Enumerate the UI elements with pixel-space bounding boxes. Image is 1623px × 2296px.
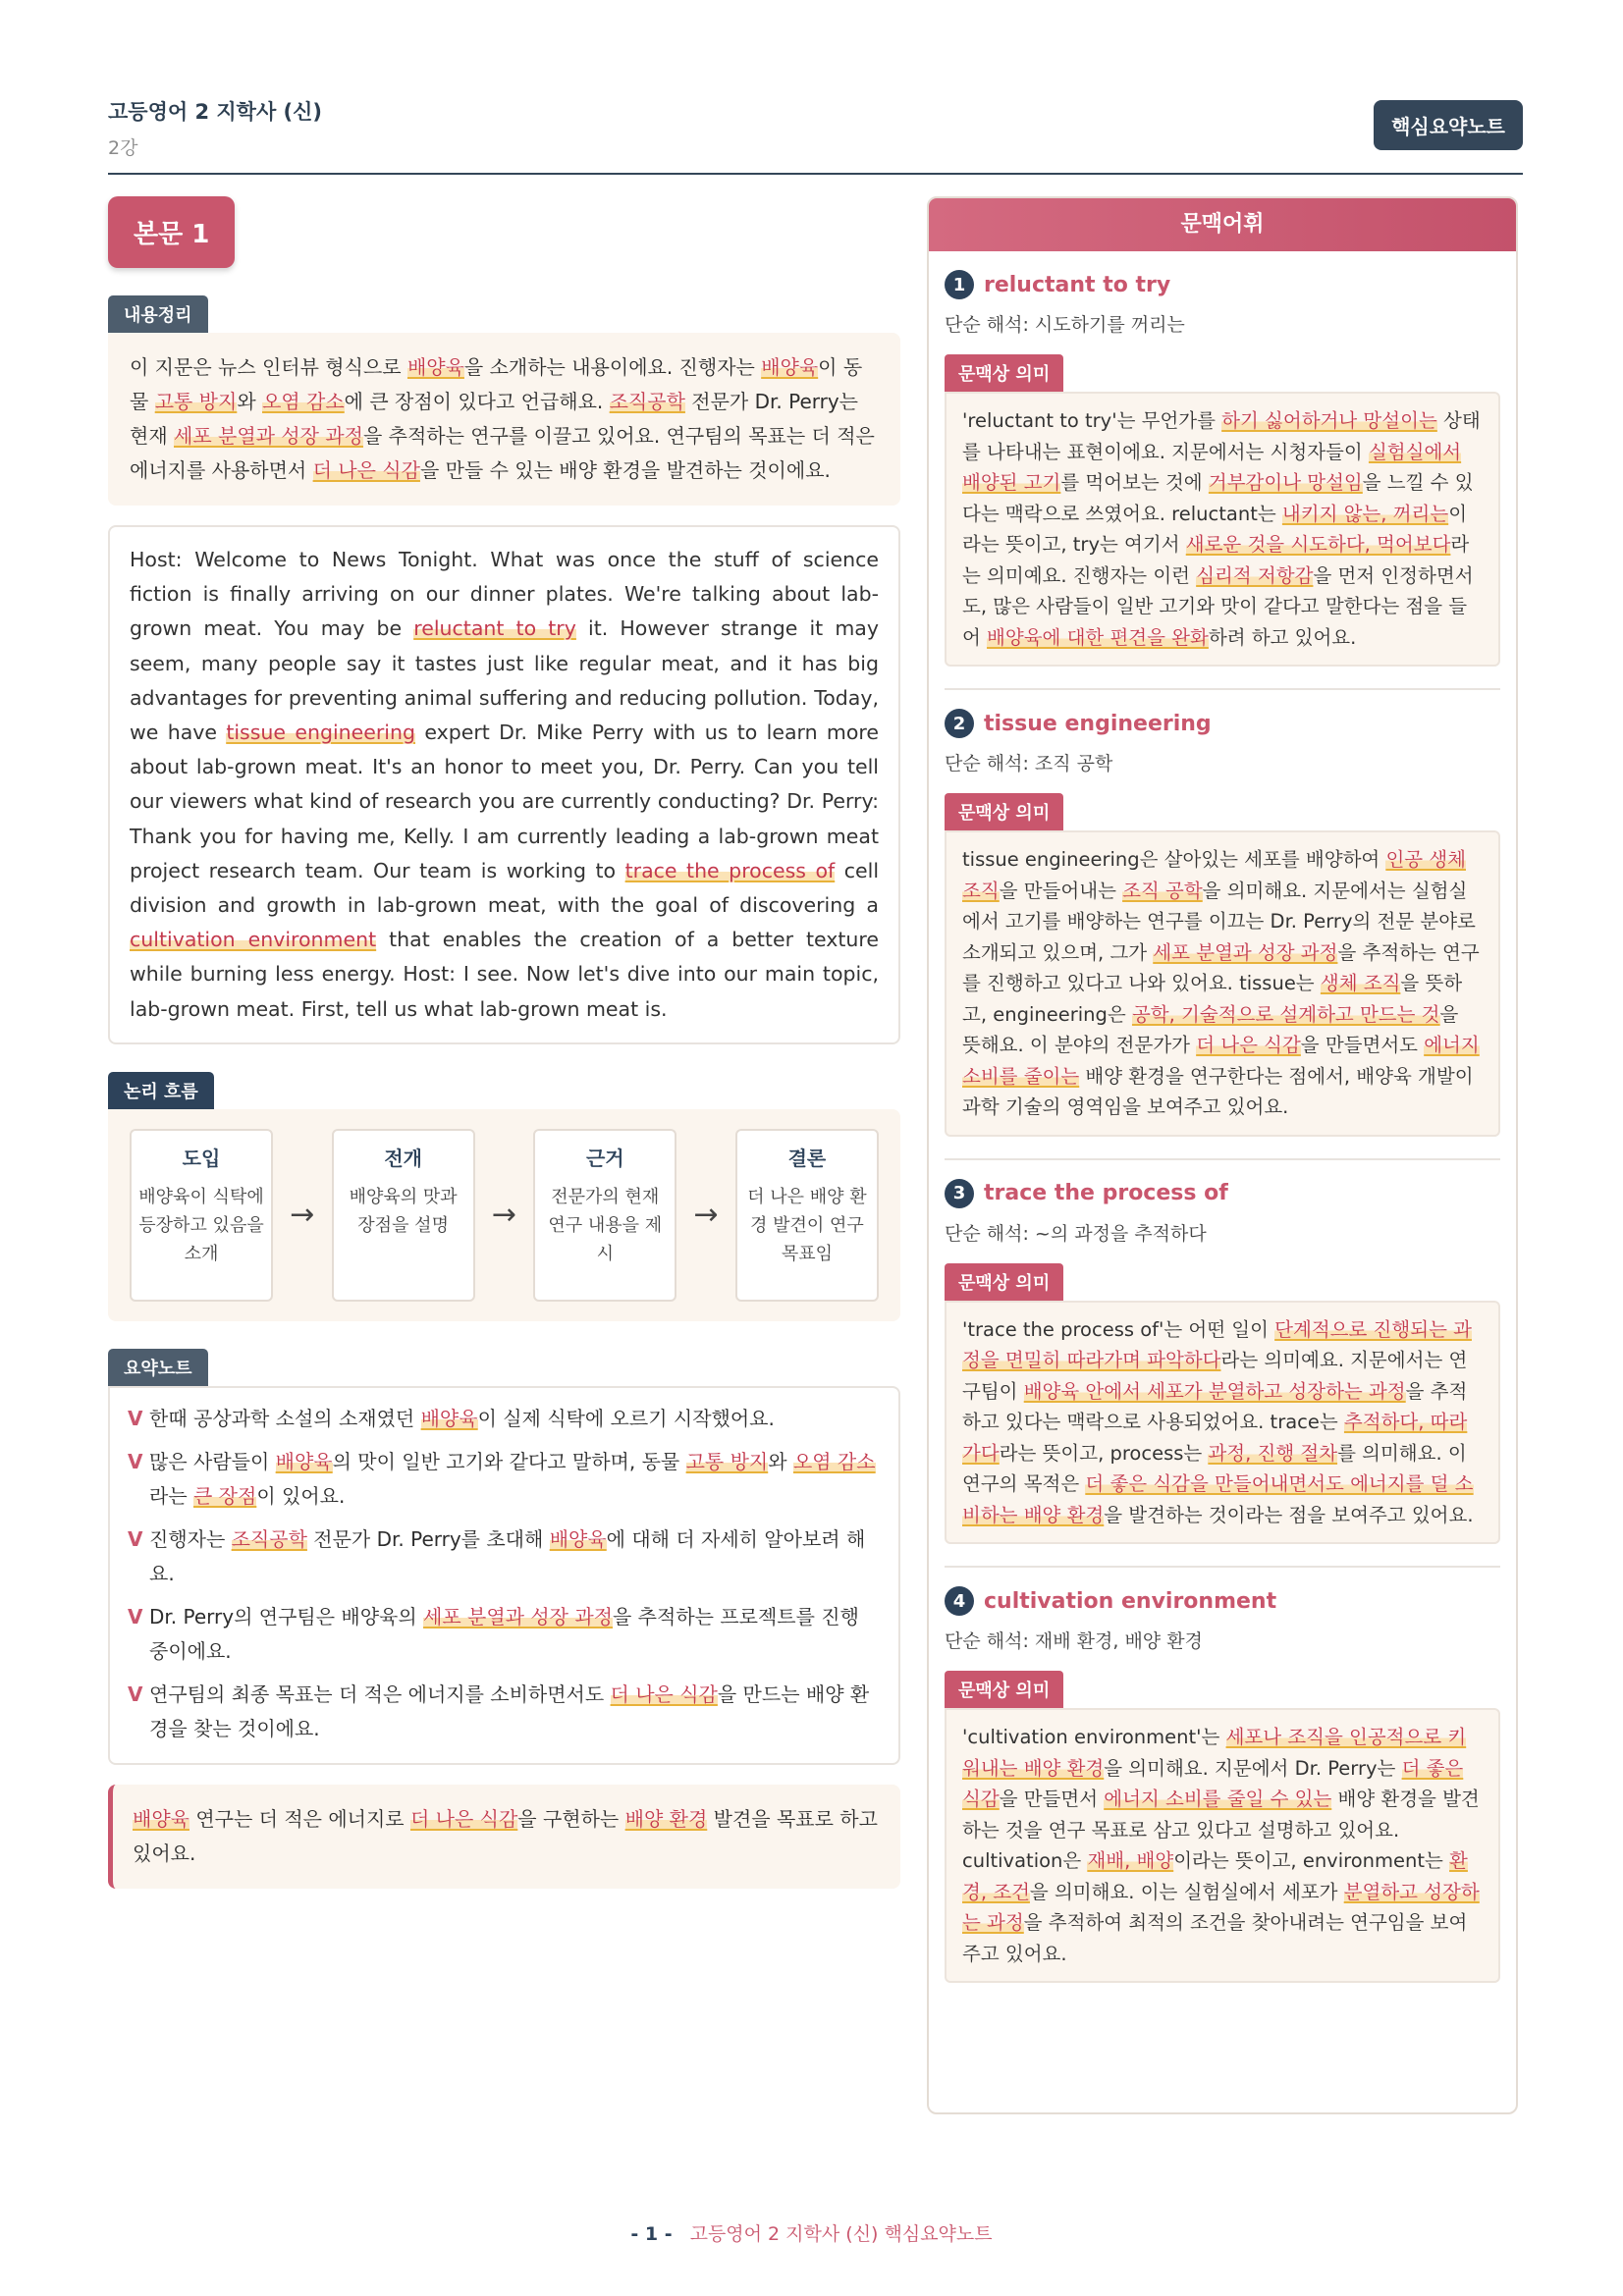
content-summary-tag: 내용정리 bbox=[108, 295, 208, 333]
arrow-right-icon: → bbox=[290, 1198, 315, 1233]
content-summary-box: 이 지문은 뉴스 인터뷰 형식으로 배양육을 소개하는 내용이에요. 진행자는 배양육이 동물 고통 방지와 오염 감소에 큰 장점이 있다고 언급해요. 조직공학 전문가 Dr. Perry는 현재 세포 분열과 성장 과정을 추적하는 연구를 이끌고 있어요. 연구팀의 목표는 더 적은 에너지를 사용하면서 더 나은 식감을 만들 수 있는 배양 환경을 발견하는 것이에요. bbox=[108, 333, 900, 506]
arrow-right-icon: → bbox=[491, 1198, 517, 1233]
note-type-badge: 핵심요약노트 bbox=[1374, 100, 1523, 150]
number-badge: 3 bbox=[945, 1179, 974, 1208]
flow-step-title: 전개 bbox=[384, 1146, 422, 1170]
header-divider bbox=[108, 173, 1523, 175]
conclusion-box: 배양육 연구는 더 적은 에너지로 더 나은 식감을 구현하는 배양 환경 발견을 목표로 하고 있어요. bbox=[108, 1785, 900, 1889]
check-marker: V bbox=[128, 1682, 143, 1706]
check-marker: V bbox=[128, 1526, 143, 1551]
section-label: 본문 1 bbox=[108, 196, 235, 268]
document-title: 고등영어 2 지학사 (신) bbox=[108, 100, 323, 124]
vocab-panel-title: 문맥어휘 bbox=[929, 198, 1516, 251]
flow-step bbox=[332, 1129, 475, 1302]
simple-translation: 단순 해석: ~의 과정을 추적하다 bbox=[945, 1222, 1207, 1245]
vocab-item bbox=[929, 251, 1516, 690]
list-item: V 연구팀의 최종 목표는 더 적은 에너지를 소비하면서도 더 나은 식감을 만드는 배양 환경을 찾는 것이에요. bbox=[128, 1678, 881, 1746]
flow-step-body: 더 나은 배양 환경 발견이 연구 목표임 bbox=[747, 1186, 867, 1264]
meaning-tag: 문맥상 의미 bbox=[945, 1671, 1063, 1708]
flow-step-title: 근거 bbox=[585, 1146, 624, 1170]
flow-step bbox=[533, 1129, 676, 1302]
flow-step-body: 전문가의 현재 연구 내용을 제시 bbox=[548, 1186, 663, 1264]
flow-step-title: 도입 bbox=[182, 1146, 221, 1170]
number-badge: 4 bbox=[945, 1586, 974, 1616]
vocab-term: reluctant to try bbox=[984, 272, 1171, 297]
meaning-tag: 문맥상 의미 bbox=[945, 354, 1063, 392]
meaning-box: 'trace the process of'는 어떤 일이 단계적으로 진행되는 과정을 면밀히 따라가며 파악하다라는 의미예요. 지문에서는 연구팀이 배양육 안에서 세포가 분열하고 성장하는 과정을 추적하고 있다는 맥락으로 사용되었어요. trace는 추적하다, 따라가다라는 뜻이고, process는 과정, 진행 절차를 의미해요. 이 연구의 목적은 더 좋은 식감을 만들어내면서도 에너지를 덜 소비하는 배양 환경을 발견하는 것이라는 점을 보여주고 있어요. bbox=[945, 1301, 1500, 1545]
flow-step bbox=[735, 1129, 879, 1302]
logic-flow-tag: 논리 흐름 bbox=[108, 1072, 214, 1109]
flow-step-body: 배양육이 식탁에 등장하고 있음을 소개 bbox=[138, 1186, 264, 1264]
passage-box bbox=[108, 525, 900, 1044]
vocab-item bbox=[929, 1568, 1516, 1983]
vocab-panel bbox=[927, 196, 1518, 2114]
check-marker: V bbox=[128, 1604, 143, 1629]
meaning-tag: 문맥상 의미 bbox=[945, 793, 1063, 830]
logic-flow bbox=[108, 1109, 900, 1321]
arrow-right-icon: → bbox=[693, 1198, 719, 1233]
vocab-term: tissue engineering bbox=[984, 711, 1212, 736]
lesson-label: 2강 bbox=[108, 137, 138, 159]
list-item: V 진행자는 조직공학 전문가 Dr. Perry를 초대해 배양육에 대해 더 자세히 알아보려 해요. bbox=[128, 1522, 881, 1591]
vocab-item bbox=[929, 690, 1516, 1160]
flow-step-title: 결론 bbox=[787, 1146, 827, 1170]
passage-text: Host: Welcome to News Tonight. What was once the stuff of science fiction is finally arriving on our dinner plates. We're talking about lab-grown meat. You may be reluctant to try it. However strange it may seem, many people say it tastes just like regular meat, and it has big advantages for preventing animal suffering and reducing pollution. Today, we have tissue engineering expert Dr. Mike Perry with us to learn more about lab-grown meat. It's an honor to meet you, Dr. Perry. Can you tell our viewers what kind of research you are currently conducting? Dr. Perry: Thank you for having me, Kelly. I am currently leading a lab-grown meat project research team. Our team is working to trace the process of cell division and growth in lab-grown meat, with the goal of discovering a cultivation environment that enables the creation of a better texture while burning less energy. Host: I see. Now let's dive into our main topic, lab-grown meat. First, tell us what lab-grown meat is. bbox=[130, 548, 880, 1021]
list-item: V 한때 공상과학 소설의 소재였던 배양육이 실제 식탁에 오르기 시작했어요. bbox=[128, 1402, 881, 1436]
flow-step bbox=[130, 1129, 273, 1302]
vocab-item bbox=[929, 1160, 1516, 1569]
list-item: V Dr. Perry의 연구팀은 배양육의 세포 분열과 성장 과정을 추적하는 프로젝트를 진행 중이에요. bbox=[128, 1600, 881, 1669]
check-marker: V bbox=[128, 1406, 143, 1430]
flow-step-body: 배양육의 맛과 장점을 설명 bbox=[349, 1186, 458, 1236]
page-number: - 1 - bbox=[630, 2223, 673, 2245]
number-badge: 2 bbox=[945, 709, 974, 738]
summary-list bbox=[108, 1386, 900, 1765]
number-badge: 1 bbox=[945, 270, 974, 299]
simple-translation: 단순 해석: 조직 공학 bbox=[945, 753, 1113, 774]
meaning-box: 'cultivation environment'는 세포나 조직을 인공적으로 키워내는 배양 환경을 의미해요. 지문에서 Dr. Perry는 더 좋은 식감을 만들면서 에너지 소비를 줄일 수 있는 배양 환경을 발견하는 것을 연구 목표로 삼고 있다고 설명하고 있어요. cultivation은 재배, 배양이라는 뜻이고, environment는 환경, 조건을 의미해요. 이는 실험실에서 세포가 분열하고 성장하는 과정을 추적하여 최적의 조건을 찾아내려는 연구임을 보여주고 있어요. bbox=[945, 1708, 1500, 1983]
check-marker: V bbox=[128, 1449, 143, 1473]
vocab-term: cultivation environment bbox=[984, 1588, 1277, 1614]
meaning-box: 'reluctant to try'는 무언가를 하기 싫어하거나 망설이는 상태를 나타내는 표현이에요. 지문에서는 시청자들이 실험실에서 배양된 고기를 먹어보는 것에 거부감이나 망설임을 느낄 수 있다는 맥락으로 쓰였어요. reluctant는 내키지 않는, 꺼리는이라는 뜻이고, try는 여기서 새로운 것을 시도하다, 먹어보다라는 의미예요. 진행자는 이런 심리적 저항감을 먼저 인정하면서도, 많은 사람들이 일반 고기와 맛이 같다고 말한다는 점을 들어 배양육에 대한 편견을 완화하려 하고 있어요. bbox=[945, 392, 1500, 667]
simple-translation: 단순 해석: 시도하기를 꺼리는 bbox=[945, 314, 1185, 336]
vocab-term: trace the process of bbox=[984, 1181, 1228, 1205]
summary-tag: 요약노트 bbox=[108, 1349, 208, 1386]
meaning-tag: 문맥상 의미 bbox=[945, 1263, 1063, 1301]
main-column bbox=[108, 196, 900, 1889]
list-item: V 많은 사람들이 배양육의 맛이 일반 고기와 같다고 말하며, 동물 고통 방지와 오염 감소라는 큰 장점이 있어요. bbox=[128, 1445, 881, 1514]
meaning-box: tissue engineering은 살아있는 세포를 배양하여 인공 생체 조직을 만들어내는 조직 공학을 의미해요. 지문에서는 실험실에서 고기를 배양하는 연구를 이끄는 Dr. Perry의 전문 분야로 소개되고 있으며, 그가 세포 분열과 성장 과정을 추적하는 연구를 진행하고 있다고 나와 있어요. tissue는 생체 조직을 뜻하고, engineering은 공학, 기술적으로 설계하고 만드는 것을 뜻해요. 이 분야의 전문가가 더 나은 식감을 만들면서도 에너지 소비를 줄이는 배양 환경을 연구한다는 점에서, 배양육 개발이 과학 기술의 영역임을 보여주고 있어요. bbox=[945, 830, 1500, 1137]
page-footer bbox=[0, 2219, 1623, 2246]
footer-text: 고등영어 2 지학사 (신) 핵심요약노트 bbox=[689, 2223, 993, 2245]
simple-translation: 단순 해석: 재배 환경, 배양 환경 bbox=[945, 1630, 1203, 1652]
